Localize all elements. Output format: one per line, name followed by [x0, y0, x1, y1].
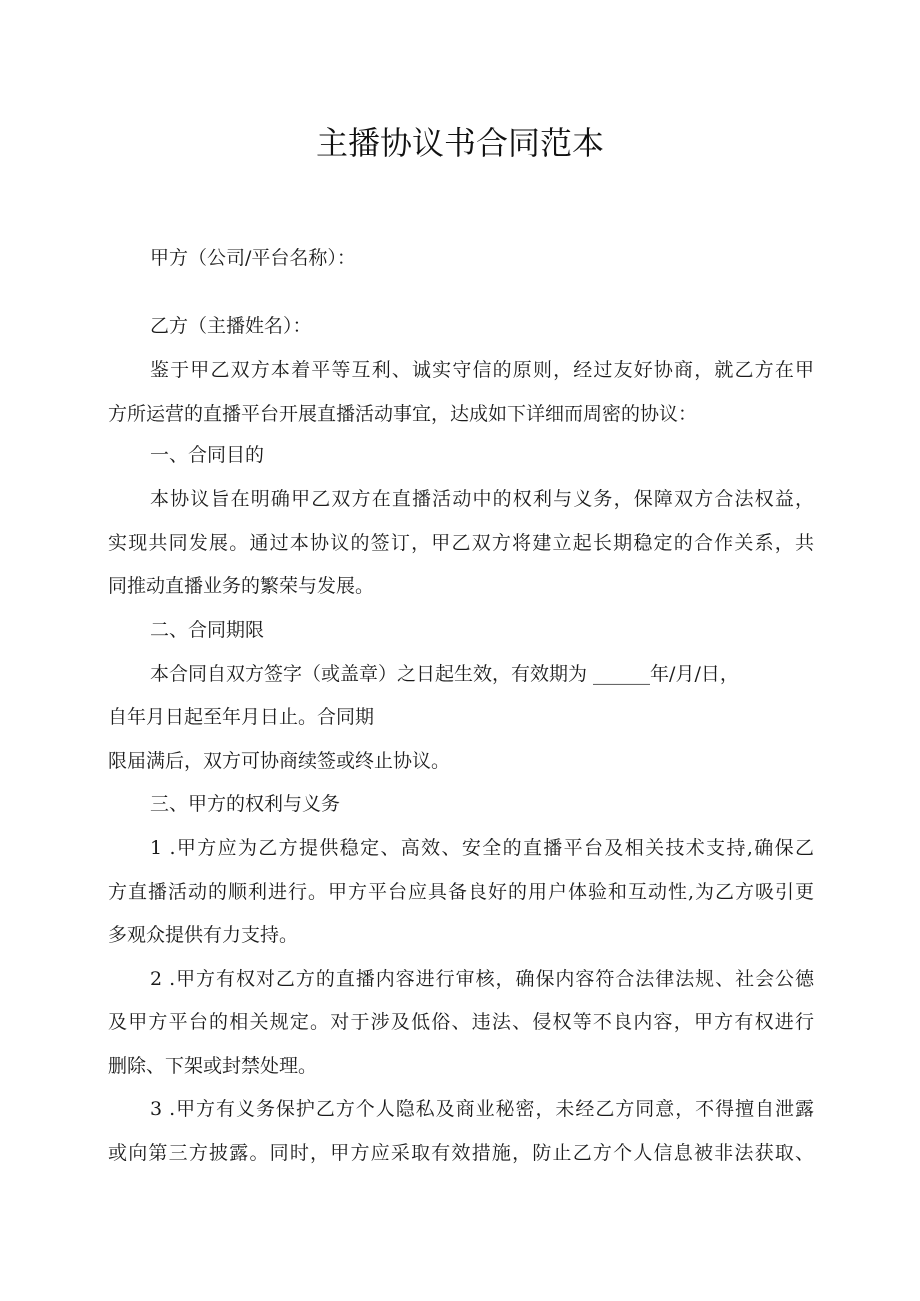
section1-heading: 一、合同目的 — [150, 444, 265, 466]
section1-line-3: 同推动直播业务的繁荣与发展。 — [108, 575, 375, 597]
section2-heading: 二、合同期限 — [150, 619, 265, 641]
clause1-line-3: 多观众提供有力支持。 — [108, 924, 299, 946]
clause1-line-2: 方直播活动的顺利进行。甲方平台应具备良好的用户体验和互动性,为乙方吸引更 — [108, 881, 814, 903]
clause2-line-2: 及甲方平台的相关规定。对于涉及低俗、违法、侵权等不良内容，甲方有权进行 — [108, 1011, 814, 1033]
clause2-line-3: 删除、下架或封禁处理。 — [108, 1055, 318, 1077]
clause2-line-1: 2 .甲方有权对乙方的直播内容进行审核，确保内容符合法律法规、社会公德 — [150, 968, 814, 990]
section2-line-3: 限届满后，双方可协商续签或终止协议。 — [108, 750, 451, 772]
section3-heading: 三、甲方的权利与义务 — [150, 793, 341, 815]
party-b-line: 乙方（主播姓名）： — [150, 315, 312, 337]
preamble-line-1: 鉴于甲乙双方本着平等互利、诚实守信的原则，经过友好协商，就乙方在甲 — [150, 359, 814, 381]
clause1-line-1: 1 .甲方应为乙方提供稳定、高效、安全的直播平台及相关技术支持,确保乙 — [150, 837, 814, 859]
section1-line-1: 本协议旨在明确甲乙双方在直播活动中的权利与义务，保障双方合法权益， — [150, 488, 814, 510]
document-title: 主播协议书合同范本 — [315, 124, 604, 162]
section1-line-2: 实现共同发展。通过本协议的签订，甲乙双方将建立起长期稳定的合作关系，共 — [108, 532, 814, 554]
clause3-line-1: 3 .甲方有义务保护乙方个人隐私及商业秘密，未经乙方同意，不得擅自泄露 — [150, 1098, 814, 1120]
section2-line-1: 本合同自双方签字（或盖章）之日起生效，有效期为 ______年/月/日， — [150, 663, 739, 685]
clause3-line-2: 或向第三方披露。同时，甲方应采取有效措施，防止乙方个人信息被非法获取、 — [108, 1142, 814, 1164]
preamble-line-2: 方所运营的直播平台开展直播活动事宜，达成如下详细而周密的协议： — [108, 403, 698, 425]
section2-line-2: 自年月日起至年月日止。合同期 — [108, 706, 375, 728]
party-a-line: 甲方（公司/平台名称）： — [150, 247, 356, 269]
